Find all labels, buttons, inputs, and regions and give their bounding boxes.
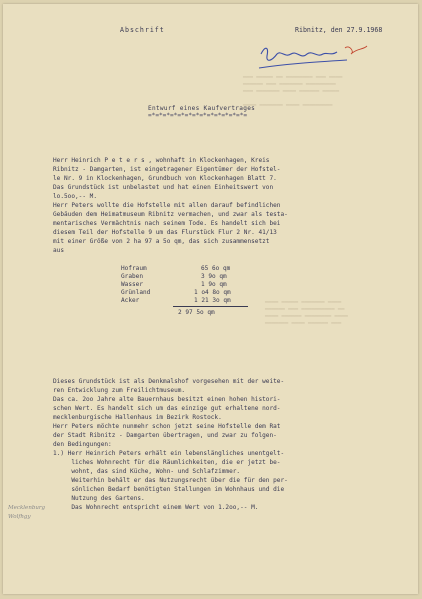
text-line: Nutzung des Gartens. bbox=[53, 495, 145, 502]
text-line: Herr Heinrich P e t e r s , wohnhaft in Klockenhagen, Kreis bbox=[53, 157, 270, 164]
title-underline: =*=*=*=*=*=*=*=*=*=*=*=*=*= bbox=[148, 112, 248, 119]
document-label: Abschrift bbox=[120, 26, 165, 34]
text-line: Herr Peters wollte die Hofstelle mit allen darauf befindlichen bbox=[53, 202, 281, 209]
margin-pencil-note: Mecklenburg Wolfhgy bbox=[8, 505, 46, 520]
text-line: Ribnitz - Damgarten, ist eingetragener Eigentümer der Hofstel- bbox=[53, 166, 281, 173]
handwritten-note bbox=[255, 42, 385, 78]
text-line: ren Entwicklung zum Freilichtmuseum. bbox=[53, 387, 186, 394]
parcel-value: 65 6o qm bbox=[201, 265, 231, 272]
text-line: Weiterhin behält er das Nutzungsrecht über die für den per- bbox=[53, 477, 288, 484]
text-line: mecklenburgische Hallenhaus im Bezirk Rostock. bbox=[53, 414, 222, 421]
parcel-value: 1 21 3o qm bbox=[194, 297, 231, 304]
text-line: mit einer Größe von 2 ha 97 a 5o qm, das sich zusammensetzt bbox=[53, 238, 270, 245]
text-line: Das ca. 2oo Jahre alte Bauernhaus besitzt einen hohen histori- bbox=[53, 396, 281, 403]
parcel-total: 2 97 5o qm bbox=[178, 309, 215, 316]
text-line: diesem Teil der Hofstelle 9 um das Flurstück Flur 2 Nr. 41/13 bbox=[53, 229, 277, 236]
document-page bbox=[3, 4, 418, 594]
text-line: der Stadt Ribnitz - Damgarten übertragen, und zwar zu folgen- bbox=[53, 432, 277, 439]
parcel-name: Wasser bbox=[121, 281, 144, 288]
text-line: wohnt, das sind Küche, Wohn- und Schlafzimmer. bbox=[53, 468, 241, 475]
handwritten-note-ink bbox=[255, 42, 385, 78]
text-line: Dieses Grundstück ist als Denkmalshof vorgesehen mit der weite- bbox=[53, 378, 285, 385]
text-line: Herr Peters möchte nunmehr schon jetzt seine Hofstelle dem Rat bbox=[53, 423, 281, 430]
place-date: Ribnitz, den 27.9.1968 bbox=[295, 26, 383, 34]
sum-line bbox=[173, 306, 248, 307]
text-line: sönlichen Bedarf benötigten Stallungen im Wohnhaus und die bbox=[53, 486, 285, 493]
text-line: lo.5oo,-- M. bbox=[53, 193, 98, 200]
handwritten-note-text bbox=[255, 42, 266, 43]
text-line: schen Wert. Es handelt sich um das einzige gut erhaltene nord- bbox=[53, 405, 281, 412]
parcel-value: 1 o4 8o qm bbox=[194, 289, 231, 296]
parcel-name: Hofraum bbox=[121, 265, 147, 272]
text-line: 1.) Herr Heinrich Peters erhält ein lebenslängliches unentgelt- bbox=[53, 450, 285, 457]
text-line: Das Wohnrecht entspricht einem Wert von 1.2oo,-- M. bbox=[53, 504, 259, 511]
document-title: Entwurf eines Kaufvertrages bbox=[148, 105, 256, 112]
parcel-name: Acker bbox=[121, 297, 140, 304]
parcel-name: Graben bbox=[121, 273, 144, 280]
bleed-through-texture: ▁▁▁ ▁▁▁▁▁ ▁▁ ▁▁▁▁▁▁▁▁ ▁▁▁ ▁▁▁▁ ▁▁▁▁▁▁ ▁▁▁ ▁▁▁▁▁▁▁ ▁▁▁▁▁▁▁▁▁ ▁▁▁ ▁▁▁▁▁▁▁ ▁▁▁▁ ▁▁▁▁▁▁ ▁▁▁▁▁ ▁▁▁▁ ▁▁▁▁▁▁▁ ▁▁▁▁ ▁▁▁▁▁▁▁▁▁ bbox=[243, 72, 343, 106]
text-line: mentarisches Vermächtnis nach seinem Tode. Es handelt sich bei bbox=[53, 220, 281, 227]
text-line: den Bedingungen: bbox=[53, 441, 112, 448]
bleed-through-texture: ▁▁▁▁ ▁▁▁▁▁ ▁▁▁▁▁▁▁ ▁▁▁▁ ▁▁▁▁▁▁ ▁▁▁ ▁▁▁▁▁▁▁▁▁▁ ▁▁ ▁▁▁▁ ▁▁▁▁▁▁ ▁▁▁▁▁▁▁▁ ▁▁▁▁ ▁▁▁▁▁▁▁ ▁▁▁▁ ▁▁▁▁▁▁ ▁▁▁ bbox=[265, 297, 348, 324]
parcel-value: 1 9o qm bbox=[201, 281, 227, 288]
parcel-name: Grünland bbox=[121, 289, 151, 296]
text-line: Gebäuden dem Heimatmuseum Ribnitz vermachen, und zwar als testa- bbox=[53, 211, 288, 218]
text-line: liches Wohnrecht für die Räumlichkeiten, die er jetzt be- bbox=[53, 459, 281, 466]
text-line: le Nr. 9 in Klockenhagen, Grundbuch von Klockenhagen Blatt 7. bbox=[53, 175, 277, 182]
parcel-table bbox=[121, 265, 251, 355]
text-line: Das Grundstück ist unbelastet und hat einen Einheitswert von bbox=[53, 184, 274, 191]
text-line: aus bbox=[53, 247, 65, 254]
parcel-value: 3 9o qm bbox=[201, 273, 227, 280]
